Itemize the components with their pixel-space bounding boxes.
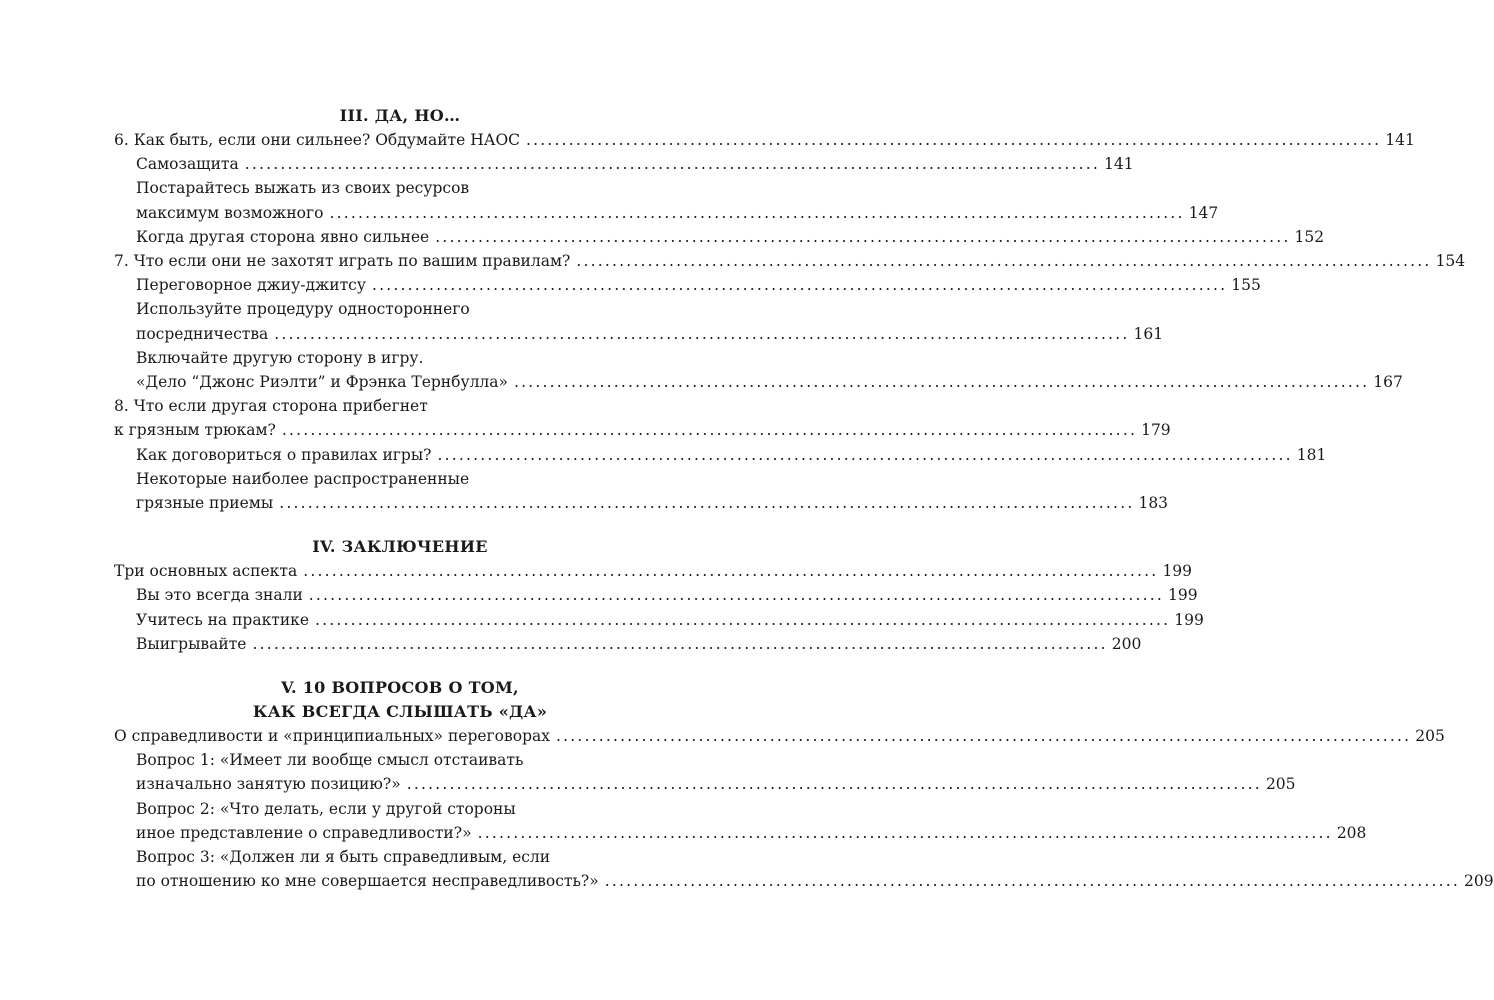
- entry-title: «Дело “Джонс Риэлти” и Фрэнка Тернбулла»: [136, 373, 509, 392]
- dot-leader: ........................................................................................................................: [555, 727, 1412, 746]
- page-number: 209: [1463, 872, 1494, 891]
- toc-entry-chapter-7[interactable]: [114, 249, 1466, 273]
- entry-title: 7. Что если они не захотят играть по вашим правилам?: [114, 252, 571, 271]
- entry-title: максимум возможного: [136, 203, 324, 222]
- entry-title: Выигрывайте: [136, 634, 247, 653]
- toc-entry[interactable]: [114, 559, 1193, 583]
- page-number: 155: [1231, 276, 1261, 295]
- section-heading: [114, 104, 686, 128]
- section-heading: [114, 676, 686, 724]
- dot-leader: ........................................................................................................................: [303, 562, 1159, 581]
- toc-entry[interactable]: [114, 748, 1296, 796]
- section-title-line: КАК ВСЕГДА СЛЫШАТЬ «ДА»: [252, 702, 548, 722]
- page-number: 141: [1104, 155, 1134, 174]
- page-number: 200: [1111, 634, 1142, 653]
- page-number: 154: [1435, 252, 1466, 271]
- page-number: 161: [1133, 324, 1164, 343]
- toc-entry[interactable]: [114, 152, 1134, 176]
- toc-entry[interactable]: [114, 467, 1169, 515]
- toc-entry[interactable]: [114, 443, 1327, 467]
- toc-entry[interactable]: [114, 632, 1142, 656]
- entry-title: посредничества: [136, 324, 269, 343]
- page-number: 179: [1141, 421, 1171, 440]
- dot-leader: ........................................................................................................................: [279, 494, 1135, 513]
- page-number: 167: [1373, 373, 1403, 392]
- dot-leader: ........................................................................................................................: [435, 227, 1291, 246]
- entry-title: Переговорное джиу-джитсу: [136, 276, 366, 295]
- toc-section-v: [114, 676, 1494, 893]
- section-title: IV. ЗАКЛЮЧЕНИЕ: [312, 537, 488, 557]
- dot-leader: ........................................................................................................................: [252, 634, 1108, 653]
- dot-leader: ........................................................................................................................: [477, 823, 1333, 842]
- page-number: 208: [1336, 823, 1367, 842]
- entry-title: Как договориться о правилах игры?: [136, 445, 432, 464]
- page-number: 147: [1188, 203, 1219, 222]
- dot-leader: ........................................................................................................................: [371, 276, 1228, 295]
- toc-entry[interactable]: [114, 297, 1164, 345]
- toc-entry[interactable]: [114, 273, 1261, 297]
- entry-title-line: Вопрос 3: «Должен ли я быть справедливым, если: [136, 848, 551, 867]
- entry-title: иное представление о справедливости?»: [136, 823, 472, 842]
- page-number: 205: [1415, 727, 1445, 746]
- dot-leader: ........................................................................................................................: [437, 445, 1293, 464]
- page-number: 152: [1294, 227, 1325, 246]
- page-number: 141: [1385, 131, 1415, 149]
- toc-entry[interactable]: [114, 608, 1204, 632]
- entry-title-line: Вопрос 1: «Имеет ли вообще смысл отстаивать: [136, 751, 524, 770]
- entry-title-line: Используйте процедуру одностороннего: [136, 300, 470, 319]
- entry-title: к грязным трюкам?: [114, 421, 276, 440]
- toc-section-iii: [114, 104, 1466, 515]
- entry-title: грязные приемы: [136, 494, 274, 513]
- page-number: 199: [1168, 586, 1198, 605]
- entry-title-line: Включайте другую сторону в игру.: [136, 348, 424, 367]
- dot-leader: ........................................................................................................................: [406, 775, 1262, 794]
- entry-title: 6. Как быть, если они сильнее? Обдумайте НАОС: [114, 131, 521, 149]
- entry-title-line: Постарайтесь выжать из своих ресурсов: [136, 179, 470, 198]
- toc-entry-chapter-6[interactable]: [114, 128, 1415, 152]
- dot-leader: ........................................................................................................................: [281, 421, 1138, 440]
- dot-leader: ........................................................................................................................: [576, 252, 1432, 271]
- entry-title: Три основных аспекта: [114, 562, 298, 581]
- toc-entry[interactable]: [114, 346, 1403, 394]
- entry-title: Учитесь на практике: [136, 610, 310, 629]
- section-heading: [114, 535, 686, 559]
- toc-entry[interactable]: [114, 797, 1367, 845]
- entry-title-line: 8. Что если другая сторона прибегнет: [114, 397, 428, 416]
- entry-title-line: Вопрос 2: «Что делать, если у другой стороны: [136, 799, 516, 818]
- dot-leader: ........................................................................................................................: [274, 324, 1130, 343]
- table-of-contents: [114, 104, 1494, 893]
- entry-title: по отношению ко мне совершается несправедливость?»: [136, 872, 599, 891]
- dot-leader: ........................................................................................................................: [526, 131, 1382, 149]
- toc-entry-chapter-8[interactable]: [114, 394, 1171, 442]
- toc-entry[interactable]: [114, 724, 1445, 748]
- page-number: 205: [1265, 775, 1296, 794]
- page-number: 183: [1138, 494, 1169, 513]
- toc-entry[interactable]: [114, 845, 1494, 893]
- section-title: III. ДА, НО…: [339, 106, 461, 125]
- page-number: 199: [1174, 610, 1204, 629]
- dot-leader: ........................................................................................................................: [514, 373, 1370, 392]
- dot-leader: ........................................................................................................................: [244, 155, 1100, 174]
- entry-title: О справедливости и «принципиальных» переговорах: [114, 727, 550, 746]
- page-number: 199: [1162, 562, 1193, 581]
- entry-title: Когда другая сторона явно сильнее: [136, 227, 430, 246]
- toc-entry[interactable]: [114, 583, 1198, 607]
- dot-leader: ........................................................................................................................: [308, 586, 1165, 605]
- dot-leader: ........................................................................................................................: [315, 610, 1171, 629]
- page-number: 181: [1296, 445, 1327, 464]
- entry-title: Самозащита: [136, 155, 239, 174]
- entry-title: Вы это всегда знали: [136, 586, 303, 605]
- dot-leader: ........................................................................................................................: [329, 203, 1185, 222]
- toc-entry[interactable]: [114, 176, 1219, 224]
- section-title-line: V. 10 ВОПРОСОВ О ТОМ,: [281, 678, 519, 698]
- entry-title: изначально занятую позицию?»: [136, 775, 401, 794]
- entry-title-line: Некоторые наиболее распространенные: [136, 469, 470, 488]
- dot-leader: ........................................................................................................................: [604, 872, 1460, 891]
- toc-section-iv: [114, 535, 1204, 656]
- toc-entry[interactable]: [114, 225, 1325, 249]
